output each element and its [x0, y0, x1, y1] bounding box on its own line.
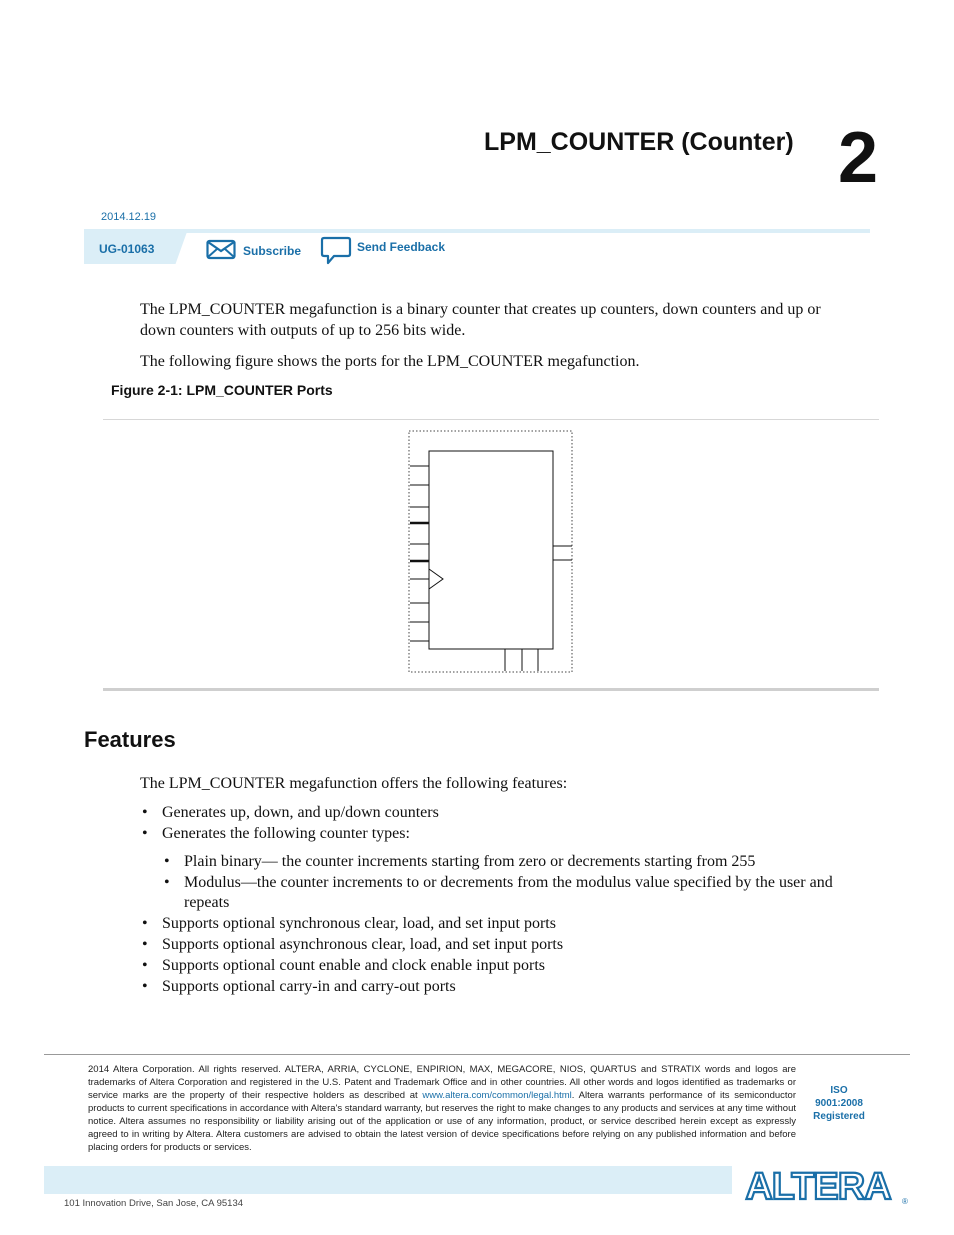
- list-item: • Modulus—the counter increments to or decrements from the modulus value specified by the user and repeats: [162, 873, 862, 913]
- iso-registered: Registered: [813, 1111, 865, 1122]
- doc-id: UG-01063: [99, 242, 155, 256]
- intro-paragraph: The LPM_COUNTER megafunction is a binary counter that creates up counters, down counters and up or down counters with outputs of up to 256 bits wide.: [140, 301, 821, 339]
- chapter-title: LPM_COUNTER (Counter): [484, 128, 794, 156]
- output-ports: [553, 546, 572, 560]
- list-item: • Plain binary— the counter increments starting from zero or decrements starting from 255: [162, 852, 862, 872]
- bottom-ports: [505, 649, 538, 671]
- iso-badge: [806, 1084, 872, 1123]
- features-heading: Features: [84, 727, 176, 752]
- altera-logo: [732, 1160, 910, 1208]
- list-item: • Generates up, down, and up/down counters: [140, 802, 860, 823]
- list-item: • Supports optional carry-in and carry-out ports: [140, 976, 860, 997]
- figure-top-rule: [103, 419, 879, 420]
- send-feedback-link[interactable]: Send Feedback: [357, 240, 446, 254]
- revision-date: 2014.12.19: [101, 211, 157, 223]
- features-list-continued: [140, 913, 860, 997]
- footer-rule: [44, 1054, 910, 1055]
- counter-types-list: [162, 852, 862, 914]
- speech-bubble-icon[interactable]: [320, 236, 352, 266]
- registered-mark: ®: [902, 1197, 908, 1206]
- list-item: • Supports optional asynchronous clear, load, and set input ports: [140, 934, 860, 955]
- iso-standard: 9001:2008: [815, 1098, 863, 1109]
- chapter-number: 2: [838, 118, 879, 198]
- lpm-counter-port-diagram: [405, 427, 577, 677]
- envelope-icon[interactable]: [206, 239, 236, 261]
- legal-text: . Altera warrants performance of its semiconductor products to current specifications in accordance with Altera's standard warranty, but reserves the right to make changes to any products and services at any time without notice. Altera assumes no responsibility or liability arising out of the application or use of any information, product, or service described herein except as expressly agreed to in writing by Altera. Altera customers are advised to obtain the latest version of device specifications before relying on any published information and before placing orders for products or services.: [88, 1090, 796, 1153]
- company-address: 101 Innovation Drive, San Jose, CA 95134: [64, 1198, 244, 1209]
- list-item: • Supports optional count enable and clock enable input ports: [140, 955, 860, 976]
- header-rule: [184, 229, 870, 233]
- legal-notice: [88, 1063, 796, 1154]
- legal-text: 2014 Altera Corporation. All rights reserved. ALTERA, ARRIA, CYCLONE, ENPIRION, MAX, MEGACORE, NIOS, QUARTUS and STRATIX words and logos are trademarks of Altera Corporation and registered in the U.S. Patent and Trademark Office and in other countries. All other words and logos identified as trademarks or service marks are the property of their respective holders as described at: [88, 1064, 796, 1101]
- document-header-bar: [84, 229, 870, 264]
- features-list: [140, 802, 860, 844]
- subscribe-link[interactable]: Subscribe: [243, 244, 302, 258]
- list-item: • Generates the following counter types:: [140, 823, 860, 844]
- features-intro: The LPM_COUNTER megafunction offers the following features:: [140, 775, 568, 792]
- counter-block: [429, 451, 553, 649]
- iso-label: ISO: [830, 1085, 848, 1096]
- input-ports: [410, 466, 429, 641]
- figure-intro-paragraph: The following figure shows the ports for the LPM_COUNTER megafunction.: [140, 353, 640, 370]
- figure-bottom-rule: [103, 688, 879, 691]
- logo-wordmark: ALTERA: [745, 1166, 891, 1208]
- list-item: • Supports optional synchronous clear, load, and set input ports: [140, 913, 860, 934]
- figure-caption: Figure 2-1: LPM_COUNTER Ports: [111, 382, 333, 398]
- legal-link[interactable]: www.altera.com/common/legal.html: [422, 1090, 572, 1101]
